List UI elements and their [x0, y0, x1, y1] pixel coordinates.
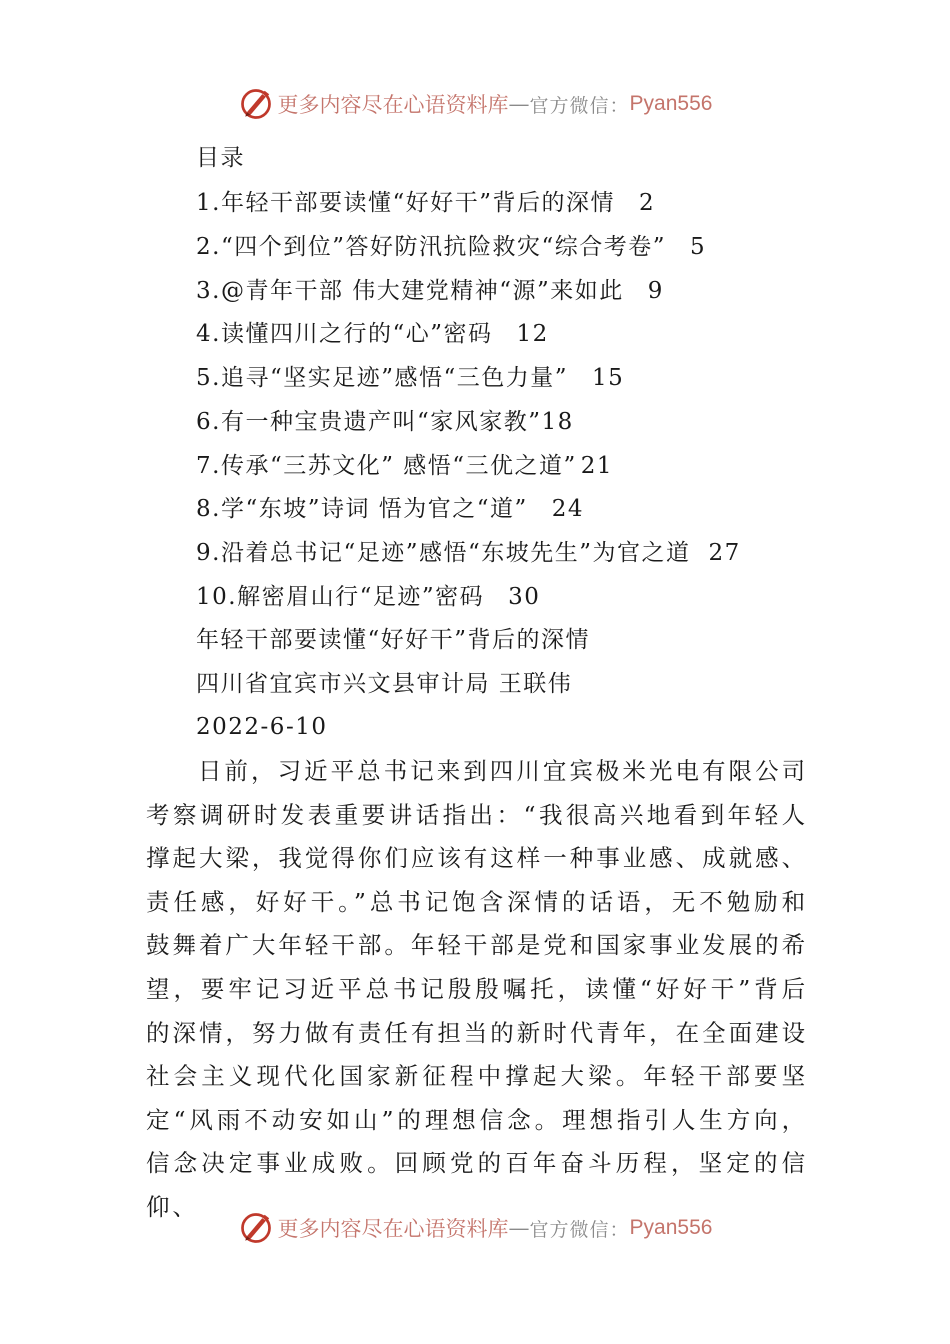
footer-watermark-banner: [0, 1206, 950, 1250]
toc-item-title: 10.解密眉山行“足迹”密码: [196, 584, 485, 610]
toc-item: [196, 493, 584, 525]
toc-item-title: 5.追寻“坚实足迹”感悟“三色力量”: [196, 365, 568, 391]
banner-wechat-id: Pyan556: [629, 92, 713, 115]
toc-item-title: 7.传承“三苏文化” 感悟“三优之道”: [196, 453, 577, 479]
toc-heading: 目录: [196, 145, 245, 171]
pen-logo-icon: [238, 86, 274, 122]
toc-item-title: 4.读懂四川之行的“心”密码: [196, 321, 493, 347]
toc-item: [196, 450, 613, 482]
toc-item: [196, 275, 664, 307]
toc-item-title: 6.有一种宝贵遗产叫“家风家教”: [196, 409, 542, 435]
pen-logo-icon: [238, 1210, 274, 1246]
body-paragraph: 日前，习近平总书记来到四川宜宾极米光电有限公司考察调研时发表重要讲话指出：“我很高兴地看到年轻人撑起大梁，我觉得你们应该有这样一种事业感、成就感、责任感，好好干。”总书记饱含深情的话语，无不勉励和鼓舞着广大年轻干部。年轻干部是党和国家事业发展的希望，要牢记习近平总书记殷殷嘱托，读懂“好好干”背后的深情，努力做有责任有担当的新时代青年，在全面建设社会主义现代化国家新征程中撑起大梁。年轻干部要坚定“风雨不动安如山”的理想信念。理想指引人生方向，信念决定事业成败。回顾党的百年奋斗历程，坚定的信仰、: [146, 757, 808, 1221]
toc-item-title: 8.学“东坡”诗词 悟为官之“道”: [196, 496, 528, 522]
banner-prefix: 更多内容尽在心语资料库: [277, 93, 509, 117]
toc-item-title: 3.@青年干部 伟大建党精神“源”来如此: [196, 278, 624, 304]
article-date: 2022-6-10: [196, 714, 328, 740]
toc-item-page: 9: [647, 278, 664, 304]
toc-item: [196, 537, 741, 569]
toc-item: [196, 231, 706, 263]
toc-item-page: 5: [689, 234, 707, 260]
banner-wechat-id: Pyan556: [629, 1216, 713, 1239]
toc-item-page: 21: [580, 453, 614, 479]
banner-label: 官方微信：: [529, 1218, 630, 1241]
banner-separator: —: [508, 92, 530, 116]
toc-item-page: 24: [551, 496, 585, 522]
toc-item-title: 1.年轻干部要读懂“好好干”背后的深情: [196, 190, 615, 216]
toc-item: [196, 362, 624, 394]
toc-item-title: 9.沿着总书记“足迹”感悟“东坡先生”为官之道: [196, 540, 691, 566]
banner-separator: —: [508, 1216, 530, 1240]
banner-prefix: 更多内容尽在心语资料库: [277, 1217, 509, 1241]
toc-item: [196, 318, 549, 350]
toc-item-title: 2.“四个到位”答好防汛抗险救灾“综合考卷”: [196, 234, 666, 260]
article-body: [146, 750, 808, 1230]
article-title: 年轻干部要读懂“好好干”背后的深情: [196, 627, 591, 653]
banner-label: 官方微信：: [529, 94, 630, 117]
toc-item: [196, 187, 655, 219]
toc-item-page: 18: [541, 409, 574, 435]
toc-item-page: 2: [638, 190, 656, 216]
toc-item: [196, 406, 574, 438]
header-watermark-banner: [0, 82, 950, 126]
toc-item-page: 15: [591, 365, 625, 391]
toc-item-page: 12: [516, 321, 549, 347]
toc-item-page: 27: [708, 540, 741, 566]
article-author: 四川省宜宾市兴文县审计局 王联伟: [196, 671, 573, 697]
toc-item-page: 30: [508, 584, 541, 610]
toc-item: [196, 581, 540, 613]
